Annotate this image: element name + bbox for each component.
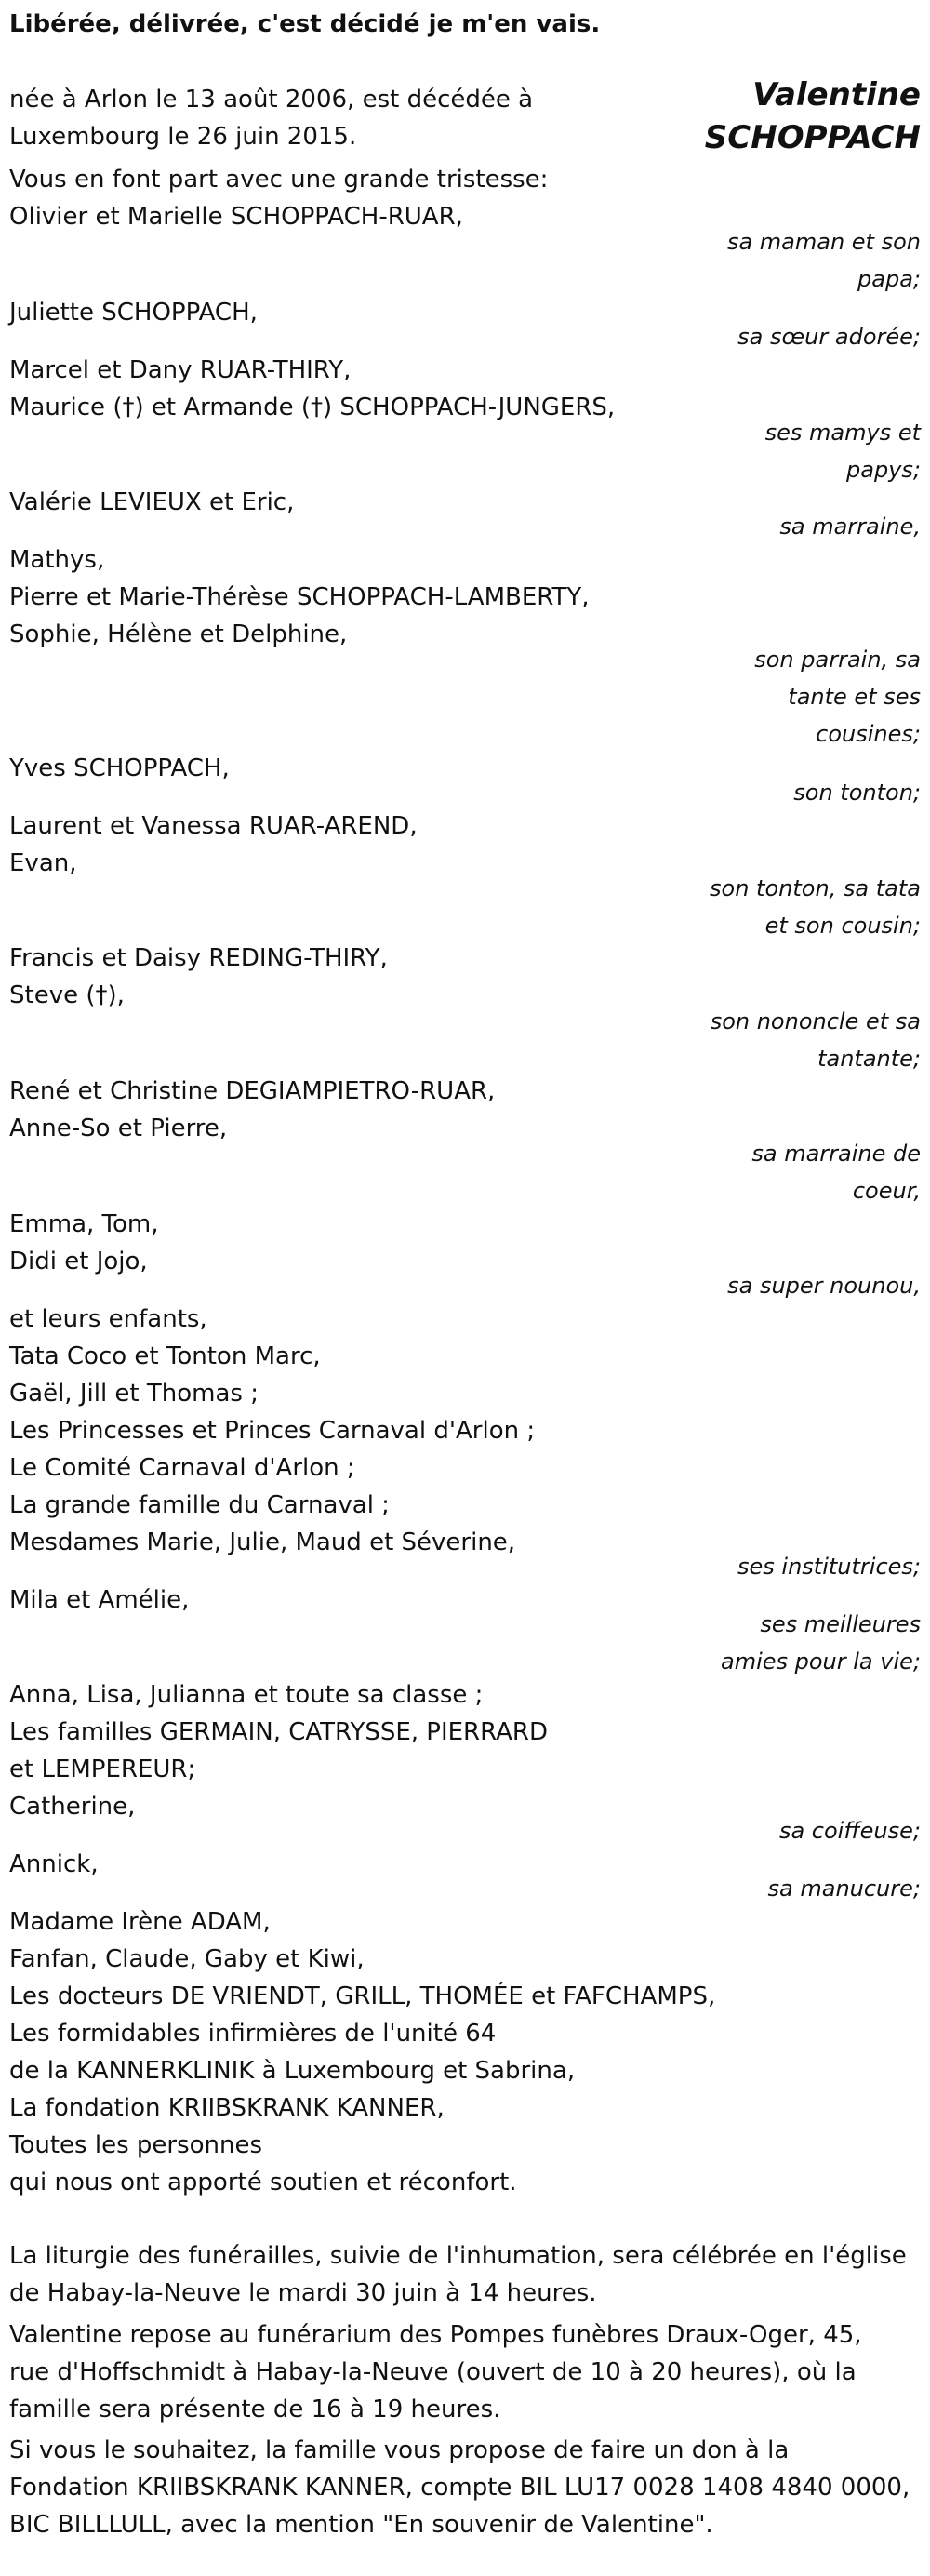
family-line: La fondation KRIIBSKRANK KANNER, bbox=[9, 2094, 445, 2122]
relation-label: sa marraine de bbox=[751, 1141, 921, 1167]
deceased-first-name: Valentine bbox=[752, 76, 921, 113]
relation-label: sa manucure; bbox=[767, 1875, 921, 1902]
relation-label: coeur, bbox=[852, 1178, 921, 1204]
relation-label: son tonton; bbox=[793, 780, 921, 806]
family-line: René et Christine DEGIAMPIETRO-RUAR, bbox=[9, 1077, 496, 1105]
family-line: Madame Irène ADAM, bbox=[9, 1908, 271, 1936]
family-line: Les formidables infirmières de l'unité 64 bbox=[9, 2020, 497, 2048]
family-line: Les familles GERMAIN, CATRYSSE, PIERRARD bbox=[9, 1718, 549, 1746]
family-line: Marcel et Dany RUAR-THIRY, bbox=[9, 356, 352, 384]
closing-line: BIC BILLLULL, avec la mention "En souvenir de Valentine". bbox=[9, 2511, 713, 2539]
notice-title: Libérée, délivrée, c'est décidé je m'en vais. bbox=[9, 10, 601, 38]
relation-label: son parrain, sa bbox=[754, 647, 921, 673]
relation-label: tantante; bbox=[817, 1046, 921, 1072]
family-line: et LEMPEREUR; bbox=[9, 1755, 196, 1783]
relation-label: ses meilleures bbox=[760, 1611, 921, 1637]
relation-label: et son cousin; bbox=[764, 913, 921, 939]
family-line: Les Princesses et Princes Carnaval d'Arlon ; bbox=[9, 1417, 536, 1445]
family-line: Didi et Jojo, bbox=[9, 1248, 148, 1275]
closing-line: famille sera présente de 16 à 19 heures. bbox=[9, 2396, 501, 2423]
family-line: Mesdames Marie, Julie, Maud et Séverine, bbox=[9, 1528, 516, 1556]
family-line: Juliette SCHOPPACH, bbox=[9, 299, 258, 327]
obituary-notice bbox=[9, 0, 921, 2576]
family-line: Evan, bbox=[9, 849, 77, 877]
family-line: Tata Coco et Tonton Marc, bbox=[9, 1342, 321, 1370]
family-line: Valérie LEVIEUX et Eric, bbox=[9, 488, 295, 516]
relation-label: sa marraine, bbox=[779, 514, 921, 540]
family-line: Olivier et Marielle SCHOPPACH-RUAR, bbox=[9, 203, 463, 231]
family-line: Anne-So et Pierre, bbox=[9, 1114, 228, 1142]
family-line: Fanfan, Claude, Gaby et Kiwi, bbox=[9, 1945, 365, 1973]
family-line: Anna, Lisa, Julianna et toute sa classe ; bbox=[9, 1681, 484, 1709]
family-line: Emma, Tom, bbox=[9, 1210, 159, 1238]
deceased-last-name: SCHOPPACH bbox=[704, 119, 921, 156]
family-line: Mila et Amélie, bbox=[9, 1586, 190, 1614]
family-line: Sophie, Hélène et Delphine, bbox=[9, 621, 348, 648]
closing-line: Valentine repose au funérarium des Pompes funèbres Draux-Oger, 45, bbox=[9, 2321, 862, 2349]
family-line: Toutes les personnes bbox=[9, 2131, 263, 2159]
family-line: Steve (†), bbox=[9, 981, 125, 1009]
family-line: qui nous ont apporté soutien et réconfort. bbox=[9, 2169, 517, 2196]
family-line: et leurs enfants, bbox=[9, 1305, 207, 1333]
closing-line: Fondation KRIIBSKRANK KANNER, compte BIL LU17 0028 1408 4840 0000, bbox=[9, 2474, 910, 2502]
family-line: Les docteurs DE VRIENDT, GRILL, THOMÉE et FAFCHAMPS, bbox=[9, 1982, 716, 2010]
family-line: Pierre et Marie-Thérèse SCHOPPACH-LAMBERTY, bbox=[9, 583, 590, 611]
family-line: Le Comité Carnaval d'Arlon ; bbox=[9, 1454, 355, 1482]
closing-line: rue d'Hoffschmidt à Habay-la-Neuve (ouvert de 10 à 20 heures), où la bbox=[9, 2358, 857, 2386]
intro-line: née à Arlon le 13 août 2006, est décédée à bbox=[9, 86, 534, 113]
family-line: Gaël, Jill et Thomas ; bbox=[9, 1380, 259, 1408]
intro-line: Vous en font part avec une grande tristesse: bbox=[9, 166, 549, 194]
family-line: Yves SCHOPPACH, bbox=[9, 754, 230, 782]
relation-label: papys; bbox=[846, 457, 921, 483]
relation-label: ses mamys et bbox=[764, 420, 921, 446]
relation-label: papa; bbox=[857, 266, 921, 292]
intro-line: Luxembourg le 26 juin 2015. bbox=[9, 123, 357, 151]
family-line: Mathys, bbox=[9, 546, 105, 574]
closing-line: de Habay-la-Neuve le mardi 30 juin à 14 heures. bbox=[9, 2279, 597, 2307]
relation-label: tante et ses bbox=[788, 684, 921, 710]
family-line: Maurice (†) et Armande (†) SCHOPPACH-JUNGERS, bbox=[9, 394, 616, 421]
family-line: La grande famille du Carnaval ; bbox=[9, 1491, 390, 1519]
relation-label: amies pour la vie; bbox=[720, 1648, 921, 1675]
relation-label: sa coiffeuse; bbox=[778, 1818, 921, 1844]
relation-label: sa super nounou, bbox=[727, 1273, 921, 1299]
closing-line: Si vous le souhaitez, la famille vous propose de faire un don à la bbox=[9, 2436, 790, 2464]
closing-line: La liturgie des funérailles, suivie de l'inhumation, sera célébrée en l'église bbox=[9, 2242, 907, 2270]
relation-label: sa sœur adorée; bbox=[737, 324, 921, 350]
family-line: Laurent et Vanessa RUAR-AREND, bbox=[9, 812, 418, 840]
relation-label: ses institutrices; bbox=[737, 1554, 921, 1580]
relation-label: cousines; bbox=[816, 721, 921, 747]
family-line: Francis et Daisy REDING-THIRY, bbox=[9, 944, 388, 972]
family-line: Annick, bbox=[9, 1850, 99, 1878]
family-line: de la KANNERKLINIK à Luxembourg et Sabrina, bbox=[9, 2057, 576, 2085]
family-line: Catherine, bbox=[9, 1793, 136, 1821]
relation-label: son tonton, sa tata bbox=[710, 875, 921, 901]
relation-label: son nononcle et sa bbox=[710, 1008, 921, 1034]
relation-label: sa maman et son bbox=[726, 229, 921, 255]
